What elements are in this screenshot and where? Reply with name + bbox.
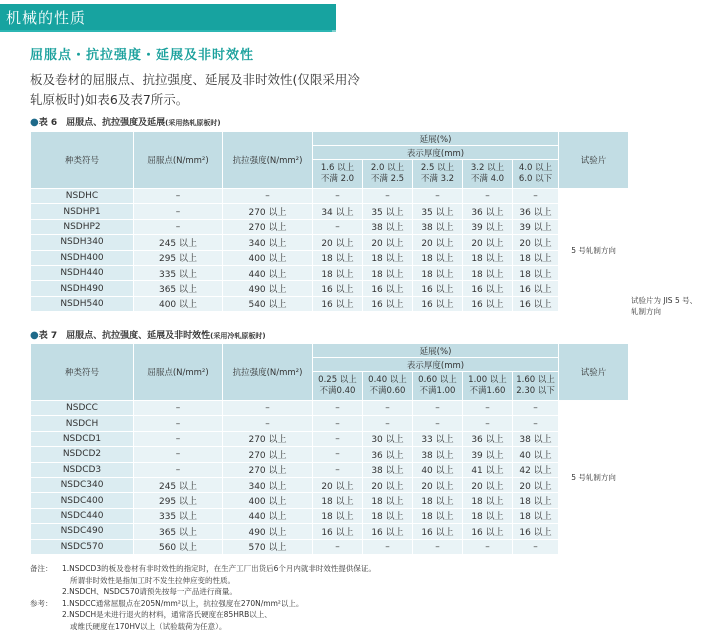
intro-paragraph [30, 70, 390, 110]
value-cell: – [134, 416, 223, 431]
value-cell: – [313, 447, 363, 462]
value-cell: 16 以上 [463, 296, 513, 311]
grade-cell: NSDH340 [31, 235, 134, 250]
value-cell: – [134, 431, 223, 446]
side-note-line-1: 试验片为 JIS 5 号、 [631, 296, 698, 305]
value-cell: 18 以上 [513, 250, 559, 265]
table6-caption-text: 表 6 屈服点、抗拉强度及延展 [38, 118, 166, 128]
value-cell: 36 以上 [463, 204, 513, 219]
grade-cell: NSDCC [31, 401, 134, 416]
table6-header-test-piece: 试验片 [559, 132, 629, 189]
value-cell: 38 以上 [413, 447, 463, 462]
table-row [31, 416, 629, 431]
remark-2: 2.NSDCH、NSDC570请预先按每一产品进行商量。 [62, 587, 237, 597]
value-cell: 38 以上 [363, 462, 413, 477]
intro-line-2: 轧原板时)如表6及表7所示。 [30, 92, 189, 107]
value-cell: 270 以上 [223, 462, 313, 477]
value-cell: 18 以上 [463, 493, 513, 508]
value-cell: 560 以上 [134, 539, 223, 554]
value-cell: – [313, 462, 363, 477]
grade-cell: NSDHP2 [31, 219, 134, 234]
value-cell: 340 以上 [223, 477, 313, 492]
table6-thickness-range: 3.2 以上 不满 4.0 [463, 160, 513, 189]
value-cell: 33 以上 [413, 431, 463, 446]
value-cell: 20 以上 [363, 235, 413, 250]
value-cell: 16 以上 [363, 281, 413, 296]
table-row [31, 250, 629, 265]
value-cell: 540 以上 [223, 296, 313, 311]
grade-cell: NSDHP1 [31, 204, 134, 219]
value-cell: – [134, 219, 223, 234]
value-cell: 18 以上 [513, 493, 559, 508]
value-cell: 20 以上 [313, 477, 363, 492]
value-cell: 18 以上 [413, 265, 463, 280]
value-cell: 30 以上 [363, 431, 413, 446]
table7-header-elongation: 延展(%) [313, 344, 559, 358]
value-cell: 34 以上 [313, 204, 363, 219]
table-row [31, 493, 629, 508]
value-cell: – [413, 189, 463, 204]
table-row [31, 524, 629, 539]
grade-cell: NSDH490 [31, 281, 134, 296]
table6-header-elongation: 延展(%) [313, 132, 559, 146]
table6-body [31, 189, 629, 312]
value-cell: – [463, 189, 513, 204]
value-cell: 365 以上 [134, 281, 223, 296]
value-cell: 18 以上 [363, 265, 413, 280]
table7-header-tensile: 抗拉强度(N/mm²) [223, 344, 313, 401]
table6-header-yield: 屈服点(N/mm²) [134, 132, 223, 189]
value-cell: – [413, 401, 463, 416]
value-cell: – [513, 539, 559, 554]
value-cell: 20 以上 [313, 235, 363, 250]
table6-thickness-range: 1.6 以上 不满 2.0 [313, 160, 363, 189]
value-cell: 16 以上 [513, 524, 559, 539]
value-cell: – [313, 189, 363, 204]
value-cell: 440 以上 [223, 265, 313, 280]
value-cell: 16 以上 [413, 296, 463, 311]
grade-cell: NSDCH [31, 416, 134, 431]
grade-cell: NSDCD2 [31, 447, 134, 462]
value-cell: – [463, 416, 513, 431]
value-cell: 39 以上 [463, 447, 513, 462]
value-cell: – [363, 401, 413, 416]
table-row [31, 401, 629, 416]
table-row [31, 219, 629, 234]
value-cell: 16 以上 [313, 281, 363, 296]
remark-label: 备注： [30, 564, 53, 573]
value-cell: 440 以上 [223, 508, 313, 523]
value-cell: 40 以上 [413, 462, 463, 477]
test-piece-cell: 5 号轧制方向 [559, 401, 629, 555]
value-cell: – [413, 539, 463, 554]
value-cell: 36 以上 [463, 431, 513, 446]
grade-cell: NSDH440 [31, 265, 134, 280]
value-cell: 245 以上 [134, 477, 223, 492]
value-cell: – [134, 189, 223, 204]
value-cell: 295 以上 [134, 493, 223, 508]
table-row [31, 265, 629, 280]
table-row [31, 431, 629, 446]
value-cell: – [134, 401, 223, 416]
value-cell: 270 以上 [223, 219, 313, 234]
section-title: 屈服点・抗拉强度・延展及非时效性 [30, 48, 255, 63]
table7-header-thickness: 表示厚度(mm) [313, 358, 559, 372]
table-row [31, 462, 629, 477]
value-cell: 18 以上 [413, 250, 463, 265]
table6-thickness-range: 2.5 以上 不满 3.2 [413, 160, 463, 189]
value-cell: – [134, 204, 223, 219]
value-cell: 18 以上 [513, 508, 559, 523]
table-row [31, 296, 629, 311]
table-row [31, 508, 629, 523]
value-cell: 20 以上 [363, 477, 413, 492]
table7-thickness-range: 0.60 以上 不满1.00 [413, 372, 463, 401]
value-cell: 38 以上 [413, 219, 463, 234]
table6 [30, 131, 629, 312]
value-cell: 270 以上 [223, 204, 313, 219]
table6-thickness-range: 4.0 以上 6.0 以下 [513, 160, 559, 189]
value-cell: 16 以上 [313, 524, 363, 539]
table7-thickness-range: 1.60 以上 2.30 以下 [513, 372, 559, 401]
value-cell: 18 以上 [463, 508, 513, 523]
value-cell: – [463, 539, 513, 554]
value-cell: 245 以上 [134, 235, 223, 250]
value-cell: – [313, 219, 363, 234]
remark-1b: 所谓非时效性是指加工时不发生拉伸应变的性质。 [70, 575, 235, 585]
value-cell: 18 以上 [413, 493, 463, 508]
value-cell: 335 以上 [134, 265, 223, 280]
grade-cell: NSDH400 [31, 250, 134, 265]
grade-cell: NSDHC [31, 189, 134, 204]
table7-thickness-range: 0.40 以上 不满0.60 [363, 372, 413, 401]
value-cell: 335 以上 [134, 508, 223, 523]
value-cell: 270 以上 [223, 447, 313, 462]
table6-caption [30, 115, 221, 128]
value-cell: 18 以上 [513, 265, 559, 280]
value-cell: 16 以上 [413, 281, 463, 296]
table-row [31, 539, 629, 554]
value-cell: 35 以上 [413, 204, 463, 219]
value-cell: 365 以上 [134, 524, 223, 539]
table7-caption-text: 表 7 屈服点、抗拉强度、延展及非时效性 [38, 331, 211, 341]
reference-1: 1.NSDCC通常屈服点在205N/mm²以上，抗拉强度在270N/mm²以上。 [62, 598, 304, 608]
value-cell: 41 以上 [463, 462, 513, 477]
value-cell: – [313, 401, 363, 416]
value-cell: 295 以上 [134, 250, 223, 265]
header-underline [0, 30, 332, 32]
value-cell: 400 以上 [223, 493, 313, 508]
table-row [31, 447, 629, 462]
value-cell: – [363, 189, 413, 204]
grade-cell: NSDC490 [31, 524, 134, 539]
table7-header-test-piece: 试验片 [559, 344, 629, 401]
grade-cell: NSDC400 [31, 493, 134, 508]
value-cell: 16 以上 [363, 524, 413, 539]
value-cell: 18 以上 [313, 250, 363, 265]
value-cell: 16 以上 [463, 281, 513, 296]
value-cell: – [134, 462, 223, 477]
grade-cell: NSDC570 [31, 539, 134, 554]
test-piece-cell: 5 号轧制方向 [559, 189, 629, 312]
value-cell: 20 以上 [463, 477, 513, 492]
value-cell: 16 以上 [513, 296, 559, 311]
table-row [31, 189, 629, 204]
table7-thickness-range: 0.25 以上 不满0.40 [313, 372, 363, 401]
reference-2b: 或维氏硬度在170HV以上（试验载荷为任意）。 [70, 621, 227, 631]
value-cell: 400 以上 [134, 296, 223, 311]
table-row [31, 204, 629, 219]
value-cell: – [463, 401, 513, 416]
side-note [631, 295, 703, 317]
table7-body [31, 401, 629, 555]
value-cell: – [313, 416, 363, 431]
value-cell: 18 以上 [413, 508, 463, 523]
value-cell: 39 以上 [463, 219, 513, 234]
value-cell: 490 以上 [223, 524, 313, 539]
grade-cell: NSDH540 [31, 296, 134, 311]
value-cell: – [363, 416, 413, 431]
value-cell: 18 以上 [363, 508, 413, 523]
value-cell: 16 以上 [413, 524, 463, 539]
grade-cell: NSDCD3 [31, 462, 134, 477]
table7 [30, 343, 629, 555]
value-cell: 39 以上 [513, 219, 559, 234]
table6-header-thickness: 表示厚度(mm) [313, 146, 559, 160]
value-cell: 20 以上 [463, 235, 513, 250]
reference-2: 2.NSDCH是未进行退火的材料，通常洛氏硬度在85HRB以上、 [62, 610, 272, 620]
value-cell: 490 以上 [223, 281, 313, 296]
intro-line-1: 板及卷材的屈服点、抗拉强度、延展及非时效性(仅限采用冷 [30, 72, 360, 87]
value-cell: – [313, 431, 363, 446]
value-cell: – [223, 189, 313, 204]
table-row [31, 281, 629, 296]
value-cell: – [134, 447, 223, 462]
table7-header-grade: 种类符号 [31, 344, 134, 401]
table6-thickness-range: 2.0 以上 不满 2.5 [363, 160, 413, 189]
side-note-line-2: 轧制方向 [631, 307, 661, 316]
value-cell: 18 以上 [363, 250, 413, 265]
value-cell: 20 以上 [513, 235, 559, 250]
value-cell: 16 以上 [363, 296, 413, 311]
value-cell: – [513, 189, 559, 204]
value-cell: 38 以上 [363, 219, 413, 234]
grade-cell: NSDCD1 [31, 431, 134, 446]
value-cell: 16 以上 [463, 524, 513, 539]
value-cell: – [413, 416, 463, 431]
value-cell: – [513, 416, 559, 431]
table-row [31, 477, 629, 492]
value-cell: 18 以上 [463, 265, 513, 280]
value-cell: 42 以上 [513, 462, 559, 477]
value-cell: 18 以上 [363, 493, 413, 508]
grade-cell: NSDC340 [31, 477, 134, 492]
value-cell: 270 以上 [223, 431, 313, 446]
value-cell: – [513, 401, 559, 416]
section-header-title: 机械的性质 [6, 9, 87, 27]
table6-header-tensile: 抗拉强度(N/mm²) [223, 132, 313, 189]
table6-header-grade: 种类符号 [31, 132, 134, 189]
value-cell: 20 以上 [513, 477, 559, 492]
value-cell: – [313, 539, 363, 554]
table7-caption-note: (采用冷轧原板时) [210, 332, 266, 340]
bullet-icon: ● [30, 117, 39, 128]
value-cell: – [223, 416, 313, 431]
value-cell: 38 以上 [513, 431, 559, 446]
value-cell: 40 以上 [513, 447, 559, 462]
section-header-band [0, 4, 336, 32]
value-cell: – [363, 539, 413, 554]
table6-caption-note: (采用热轧原板时) [165, 119, 221, 127]
table7-caption [30, 328, 266, 341]
reference-label: 参考： [30, 598, 53, 608]
table-row [31, 235, 629, 250]
value-cell: 18 以上 [313, 508, 363, 523]
value-cell: 16 以上 [513, 281, 559, 296]
remark-1: 1.NSDCD3的板及卷材有非时效性的指定时，在生产工厂出货后6个月内就非时效性提供保证。 [62, 564, 376, 573]
value-cell: 570 以上 [223, 539, 313, 554]
value-cell: 16 以上 [313, 296, 363, 311]
table7-header-yield: 屈服点(N/mm²) [134, 344, 223, 401]
value-cell: 18 以上 [463, 250, 513, 265]
value-cell: 400 以上 [223, 250, 313, 265]
value-cell: 20 以上 [413, 477, 463, 492]
value-cell: 18 以上 [313, 493, 363, 508]
bullet-icon: ● [30, 330, 39, 341]
value-cell: 36 以上 [513, 204, 559, 219]
grade-cell: NSDC440 [31, 508, 134, 523]
value-cell: 340 以上 [223, 235, 313, 250]
value-cell: – [223, 401, 313, 416]
value-cell: 36 以上 [363, 447, 413, 462]
value-cell: 18 以上 [313, 265, 363, 280]
table7-thickness-range: 1.00 以上 不满1.60 [463, 372, 513, 401]
value-cell: 35 以上 [363, 204, 413, 219]
value-cell: 20 以上 [413, 235, 463, 250]
